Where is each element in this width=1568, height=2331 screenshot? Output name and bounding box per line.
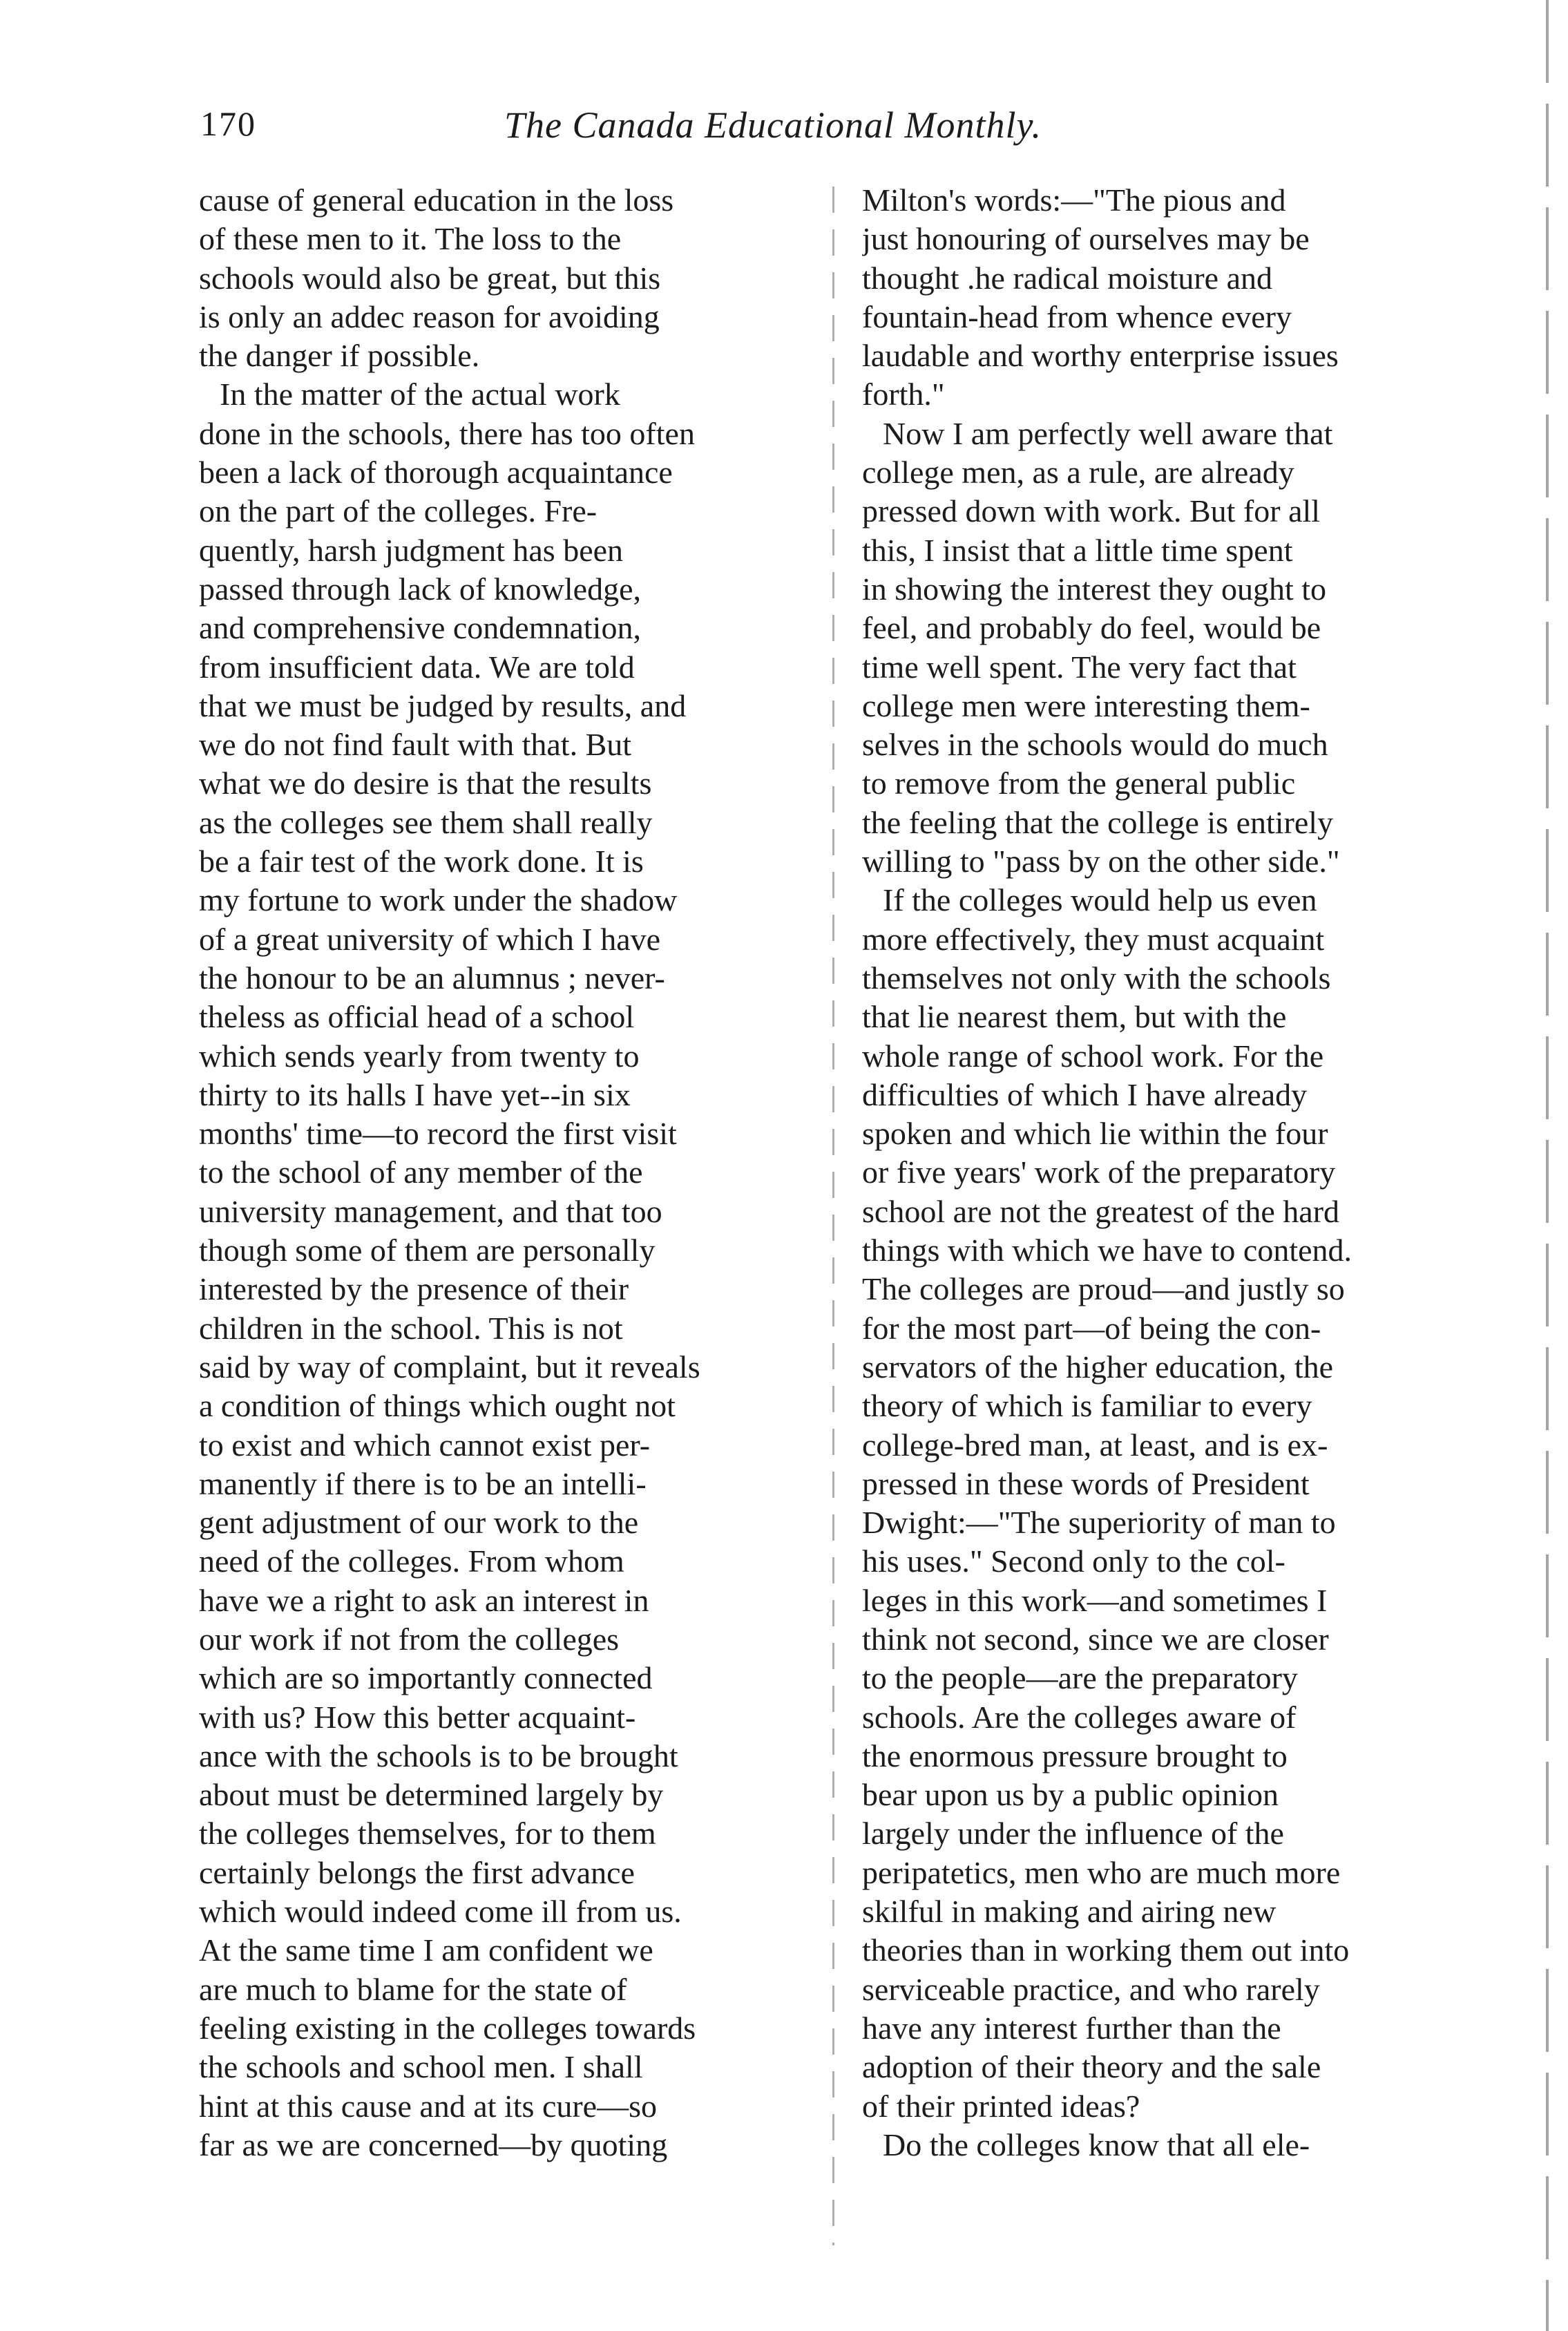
page-edge-rule bbox=[1546, 0, 1549, 2331]
text-line: for the most part—of being the con- bbox=[862, 1310, 1321, 1346]
text-line: just honouring of ourselves may be bbox=[862, 221, 1310, 257]
text-line: ance with the schools is to be brought bbox=[199, 1738, 678, 1773]
text-line: which are so importantly connected bbox=[199, 1660, 653, 1696]
text-line: theless as official head of a school bbox=[199, 999, 635, 1035]
text-line: have we a right to ask an interest in bbox=[199, 1582, 649, 1618]
text-line: Now I am perfectly well aware that bbox=[883, 415, 1333, 451]
text-line: In the matter of the actual work bbox=[220, 377, 620, 412]
text-line: bear upon us by a public opinion bbox=[862, 1777, 1279, 1813]
text-line: forth." bbox=[862, 377, 945, 412]
text-line: far as we are concerned—by quoting bbox=[199, 2127, 668, 2162]
text-line: need of the colleges. From whom bbox=[199, 1543, 624, 1579]
text-line: theory of which is familiar to every bbox=[862, 1388, 1312, 1424]
text-line: college-bred man, at least, and is ex- bbox=[862, 1427, 1328, 1463]
text-line: things with which we have to contend. bbox=[862, 1233, 1352, 1268]
text-line: manently if there is to be an intelli- bbox=[199, 1465, 647, 1501]
text-line: schools would also be great, but this bbox=[199, 260, 661, 296]
left-column bbox=[199, 181, 803, 2164]
text-line: in showing the interest they ought to bbox=[862, 571, 1327, 607]
text-line: a condition of things which ought not bbox=[199, 1388, 676, 1424]
text-line: If the colleges would help us even bbox=[883, 882, 1317, 918]
text-line: though some of them are personally bbox=[199, 1233, 656, 1268]
text-line: peripatetics, men who are much more bbox=[862, 1854, 1341, 1890]
right-column bbox=[862, 181, 1466, 2164]
text-line: to remove from the general public bbox=[862, 765, 1296, 801]
text-line: my fortune to work under the shadow bbox=[199, 882, 678, 918]
text-line: to the school of any member of the bbox=[199, 1154, 643, 1190]
text-line: selves in the schools would do much bbox=[862, 727, 1328, 763]
text-line: which would indeed come ill from us. bbox=[199, 1894, 682, 1930]
text-line: is only an addec reason for avoiding bbox=[199, 298, 660, 334]
text-line: are much to blame for the state of bbox=[199, 1971, 627, 2007]
text-line: serviceable practice, and who rarely bbox=[862, 1971, 1320, 2007]
text-line: which sends yearly from twenty to bbox=[199, 1038, 640, 1074]
text-line: interested by the presence of their bbox=[199, 1271, 629, 1307]
text-line: willing to "pass by on the other side." bbox=[862, 844, 1340, 879]
text-line: the schools and school men. I shall bbox=[199, 2049, 643, 2085]
text-line: done in the schools, there has too often bbox=[199, 415, 695, 451]
text-line: college men, as a rule, are already bbox=[862, 455, 1294, 491]
text-line: Milton's words:—"The pious and bbox=[862, 182, 1286, 218]
text-line: children in the school. This is not bbox=[199, 1310, 623, 1346]
text-line: and comprehensive condemnation, bbox=[199, 610, 641, 646]
text-line: certainly belongs the first advance bbox=[199, 1854, 635, 1890]
text-line: to the people—are the preparatory bbox=[862, 1660, 1298, 1696]
text-line: Dwight:—"The superiority of man to bbox=[862, 1505, 1336, 1541]
text-line: about must be determined largely by bbox=[199, 1777, 664, 1813]
text-line: be a fair test of the work done. It is bbox=[199, 844, 644, 879]
column-divider bbox=[832, 187, 834, 2245]
text-line: At the same time I am confident we bbox=[199, 1932, 653, 1968]
text-line: as the colleges see them shall really bbox=[199, 804, 653, 840]
text-line: said by way of complaint, but it reveals bbox=[199, 1349, 700, 1385]
text-line: laudable and worthy enterprise issues bbox=[862, 338, 1339, 374]
text-line: cause of general education in the loss bbox=[199, 182, 674, 218]
text-line: theories than in working them out into bbox=[862, 1932, 1350, 1968]
text-line: thirty to its halls I have yet--in six bbox=[199, 1076, 631, 1112]
page-header bbox=[200, 104, 1478, 159]
text-line: the enormous pressure brought to bbox=[862, 1738, 1288, 1773]
text-line: this, I insist that a little time spent bbox=[862, 532, 1293, 568]
text-line: of their printed ideas? bbox=[862, 2088, 1140, 2124]
text-line: we do not find fault with that. But bbox=[199, 727, 632, 763]
text-line: his uses." Second only to the col- bbox=[862, 1543, 1285, 1579]
text-line: fountain-head from whence every bbox=[862, 298, 1292, 334]
text-line: servators of the higher education, the bbox=[862, 1349, 1334, 1385]
text-line: the honour to be an alumnus ; never- bbox=[199, 960, 665, 996]
text-line: themselves not only with the schools bbox=[862, 960, 1331, 996]
text-line: what we do desire is that the results bbox=[199, 765, 652, 801]
text-line: the feeling that the college is entirely bbox=[862, 804, 1334, 840]
text-line: that lie nearest them, but with the bbox=[862, 999, 1287, 1035]
text-line: gent adjustment of our work to the bbox=[199, 1505, 639, 1541]
text-line: or five years' work of the preparatory bbox=[862, 1154, 1336, 1190]
text-line: hint at this cause and at its cure—so bbox=[199, 2088, 658, 2124]
text-line: thought .he radical moisture and bbox=[862, 260, 1273, 296]
text-line: schools. Are the colleges aware of bbox=[862, 1699, 1297, 1735]
text-line: that we must be judged by results, and bbox=[199, 687, 687, 723]
text-line: whole range of school work. For the bbox=[862, 1038, 1324, 1074]
text-line: with us? How this better acquaint- bbox=[199, 1699, 636, 1735]
text-line: quently, harsh judgment has been bbox=[199, 532, 624, 568]
text-line: spoken and which lie within the four bbox=[862, 1116, 1328, 1152]
text-line: pressed down with work. But for all bbox=[862, 493, 1321, 529]
text-line: our work if not from the colleges bbox=[199, 1621, 620, 1657]
text-line: from insufficient data. We are told bbox=[199, 649, 635, 685]
text-line: feeling existing in the colleges towards bbox=[199, 2010, 696, 2046]
text-line: on the part of the colleges. Fre- bbox=[199, 493, 597, 529]
text-line: leges in this work—and sometimes I bbox=[862, 1582, 1328, 1618]
text-line: of a great university of which I have bbox=[199, 921, 661, 957]
text-line: time well spent. The very fact that bbox=[862, 649, 1297, 685]
text-line: university management, and that too bbox=[199, 1193, 662, 1229]
text-line: largely under the influence of the bbox=[862, 1816, 1284, 1852]
text-line: feel, and probably do feel, would be bbox=[862, 610, 1321, 646]
text-line: Do the colleges know that all ele- bbox=[883, 2127, 1310, 2162]
text-line: school are not the greatest of the hard bbox=[862, 1193, 1340, 1229]
text-line: pressed in these words of President bbox=[862, 1465, 1310, 1501]
page-number: 170 bbox=[200, 104, 256, 143]
text-line: been a lack of thorough acquaintance bbox=[199, 455, 673, 491]
text-line: the danger if possible. bbox=[199, 338, 480, 374]
text-line: have any interest further than the bbox=[862, 2010, 1281, 2046]
text-line: months' time—to record the first visit bbox=[199, 1116, 677, 1152]
text-line: passed through lack of knowledge, bbox=[199, 571, 642, 607]
text-line: adoption of their theory and the sale bbox=[862, 2049, 1321, 2085]
text-line: The colleges are proud—and justly so bbox=[862, 1271, 1345, 1307]
text-line: think not second, since we are closer bbox=[862, 1621, 1329, 1657]
text-line: skilful in making and airing new bbox=[862, 1894, 1277, 1930]
text-line: difficulties of which I have already bbox=[862, 1076, 1308, 1112]
running-title: The Canada Educational Monthly. bbox=[504, 104, 1042, 146]
text-line: more effectively, they must acquaint bbox=[862, 921, 1325, 957]
text-line: to exist and which cannot exist per- bbox=[199, 1427, 651, 1463]
text-line: college men were interesting them- bbox=[862, 687, 1310, 723]
text-line: of these men to it. The loss to the bbox=[199, 221, 622, 257]
text-line: the colleges themselves, for to them bbox=[199, 1816, 656, 1852]
